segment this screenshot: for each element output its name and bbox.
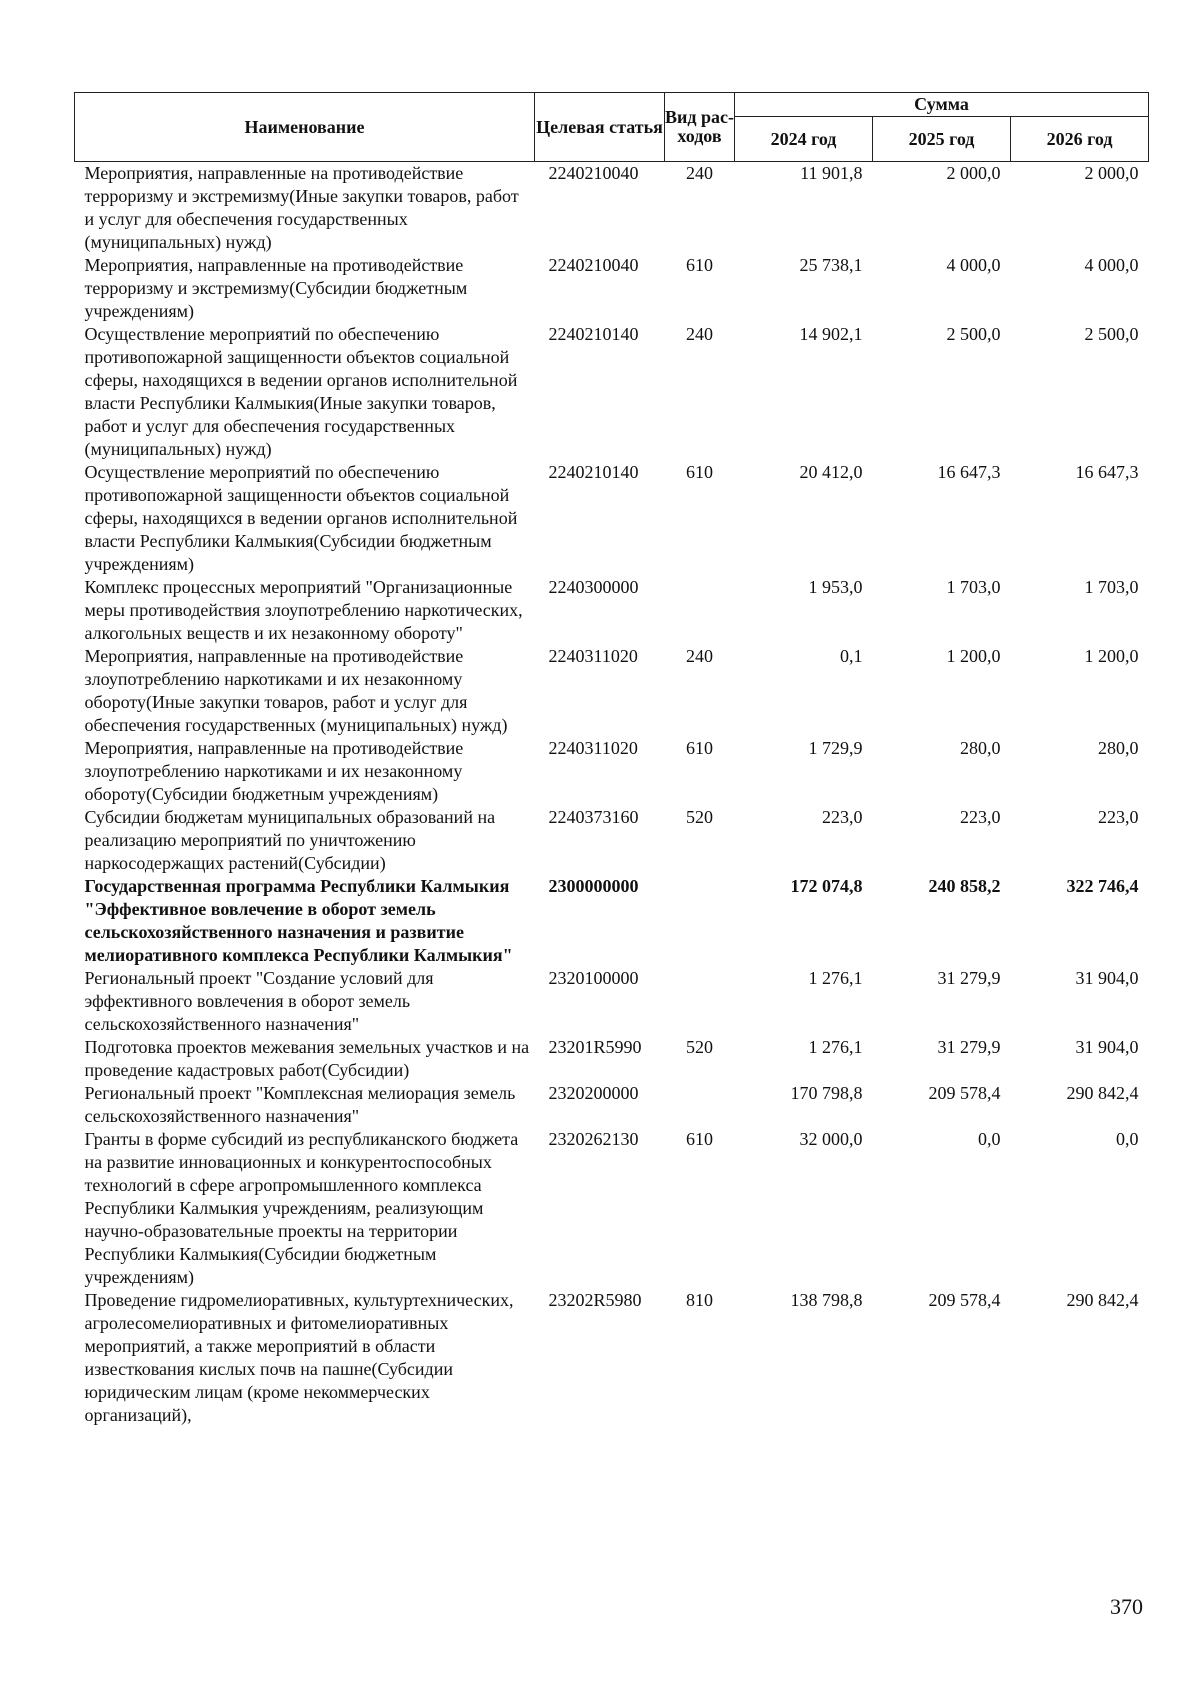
table-row: [75, 806, 1149, 875]
row-sum-2026: 322 746,4: [1066, 876, 1139, 896]
row-name: Мероприятия, направленные на противодействие терроризму и экстремизму(Субсидии бюджетным учреждениям): [84, 255, 468, 321]
row-expense-type: 520: [686, 807, 713, 827]
row-target-code: 2240210040: [548, 163, 639, 183]
row-name: Государственная программа Республики Калмыкия "Эффективное вовлечение в оборот земель сельскохозяйственного назначения и развитие мелиоративного комплекса Республики Калмыкия": [84, 876, 513, 965]
row-sum-2024: 20 412,0: [799, 462, 863, 482]
table-row: [75, 461, 1149, 576]
row-sum-2025: 2 500,0: [946, 324, 1001, 344]
table-row: [75, 1289, 1149, 1427]
row-expense-type: [665, 875, 735, 967]
row-expense-type: [665, 1082, 735, 1128]
row-sum-2026: 4 000,0: [1084, 255, 1139, 275]
row-expense-type: 240: [686, 324, 713, 344]
page-number: 370: [1110, 1594, 1143, 1619]
row-expense-type: 610: [686, 255, 713, 275]
header-sum: Сумма: [735, 93, 1149, 117]
row-sum-2025: 280,0: [960, 738, 1001, 758]
row-sum-2026: 31 904,0: [1075, 1037, 1139, 1057]
row-name: Субсидии бюджетам муниципальных образований на реализацию мероприятий по уничтожению наркосодержащих растений(Субсидии): [84, 807, 496, 873]
row-sum-2026: 1 703,0: [1084, 577, 1139, 597]
row-name: Мероприятия, направленные на противодействие терроризму и экстремизму(Иные закупки товаров, работ и услуг для обеспечения государственных (муниципальных) нужд): [84, 163, 519, 252]
header-year-2025: 2025 год: [873, 117, 1011, 162]
row-expense-type: 240: [686, 163, 713, 183]
row-name: Подготовка проектов межевания земельных участков и на проведение кадастровых работ(Субсидии): [84, 1037, 530, 1080]
row-name: Мероприятия, направленные на противодействие злоупотреблению наркотиками и их незаконному обороту(Иные закупки товаров, работ и услуг для обеспечения государственных (муниципальных) нужд): [84, 646, 508, 735]
row-sum-2025: 1 703,0: [946, 577, 1001, 597]
table-body: [75, 162, 1149, 1428]
row-sum-2026: 290 842,4: [1066, 1083, 1139, 1103]
row-target-code: 2320200000: [548, 1083, 639, 1103]
table-row: [75, 1036, 1149, 1082]
table-row: [75, 967, 1149, 1036]
row-sum-2026: 0,0: [1116, 1129, 1139, 1149]
row-sum-2026: 16 647,3: [1075, 462, 1139, 482]
row-expense-type: 520: [686, 1037, 713, 1057]
row-sum-2024: 25 738,1: [799, 255, 863, 275]
row-sum-2025: 209 578,4: [928, 1083, 1001, 1103]
header-vid: Вид рас-ходов: [665, 93, 735, 162]
row-sum-2025: 1 200,0: [946, 646, 1001, 666]
row-name: Проведение гидромелиоративных, культуртехнических, агролесомелиоративных и фитомелиоративных мероприятий, а также мероприятий в области известкования кислых почв на пашне(Субсидии юридическим лицам (кроме некоммерческих организаций),: [84, 1290, 514, 1425]
row-expense-type: [665, 576, 735, 645]
row-sum-2026: 290 842,4: [1066, 1290, 1139, 1310]
row-sum-2026: 31 904,0: [1075, 968, 1139, 988]
row-sum-2024: 1 729,9: [808, 738, 863, 758]
row-sum-2025: 223,0: [960, 807, 1001, 827]
table-row: [75, 737, 1149, 806]
row-target-code: 23201R5990: [548, 1037, 642, 1057]
row-sum-2024: 138 798,8: [790, 1290, 863, 1310]
row-sum-2024: 11 901,8: [800, 163, 863, 183]
row-target-code: 2240300000: [548, 577, 639, 597]
row-target-code: 2240311020: [548, 738, 638, 758]
row-sum-2025: 31 279,9: [937, 968, 1001, 988]
row-target-code: 2240373160: [548, 807, 639, 827]
row-target-code: 2240311020: [548, 646, 638, 666]
row-expense-type: 240: [686, 646, 713, 666]
row-sum-2024: 14 902,1: [799, 324, 863, 344]
row-sum-2025: 240 858,2: [928, 876, 1001, 896]
row-target-code: 2240210140: [548, 324, 639, 344]
row-target-code: 2240210140: [548, 462, 639, 482]
header-code: Целевая статья: [535, 93, 665, 162]
row-name: Региональный проект "Создание условий для эффективного вовлечения в оборот земель сельскохозяйственного назначения": [84, 968, 434, 1034]
row-expense-type: 610: [686, 1129, 713, 1149]
row-sum-2025: 4 000,0: [946, 255, 1001, 275]
row-sum-2024: 172 074,8: [790, 876, 863, 896]
row-expense-type: 610: [686, 462, 713, 482]
row-expense-type: [665, 967, 735, 1036]
table-row: [75, 875, 1149, 967]
table-row: [75, 254, 1149, 323]
row-sum-2026: 280,0: [1098, 738, 1139, 758]
row-sum-2025: 0,0: [978, 1129, 1001, 1149]
row-target-code: 2240210040: [548, 255, 639, 275]
row-expense-type: 810: [686, 1290, 713, 1310]
row-sum-2024: 1 953,0: [808, 577, 863, 597]
row-name: Осуществление мероприятий по обеспечению противопожарной защищенности объектов социальной сферы, находящихся в ведении органов исполнительной власти Республики Калмыкия(Иные закупки товаров, работ и услуг для обеспечения государственных (муниципальных) нужд): [84, 324, 518, 459]
row-sum-2024: 170 798,8: [790, 1083, 863, 1103]
row-sum-2024: 1 276,1: [808, 1037, 863, 1057]
row-sum-2025: 31 279,9: [937, 1037, 1001, 1057]
row-target-code: 23202R5980: [548, 1290, 642, 1310]
row-sum-2026: 2 000,0: [1084, 163, 1139, 183]
table-header: [75, 93, 1149, 162]
row-target-code: 2320100000: [548, 968, 639, 988]
row-sum-2024: 32 000,0: [799, 1129, 863, 1149]
table-row: [75, 576, 1149, 645]
row-name: Осуществление мероприятий по обеспечению противопожарной защищенности объектов социальной сферы, находящихся в ведении органов исполнительной власти Республики Калмыкия(Субсидии бюджетным учреждениям): [84, 462, 518, 574]
budget-table: [74, 92, 1149, 1427]
table-row: [75, 1082, 1149, 1128]
row-sum-2024: 223,0: [822, 807, 863, 827]
row-expense-type: 610: [686, 738, 713, 758]
row-name: Комплекс процессных мероприятий "Организационные меры противодействия злоупотреблению наркотических, алкогольных веществ и их незаконному обороту": [84, 577, 523, 643]
row-target-code: 2320262130: [548, 1129, 639, 1149]
table-row: [75, 323, 1149, 461]
header-name: Наименование: [75, 93, 535, 162]
header-year-2026: 2026 год: [1011, 117, 1149, 162]
row-sum-2025: 16 647,3: [937, 462, 1001, 482]
row-name: Мероприятия, направленные на противодействие злоупотреблению наркотиками и их незаконному обороту(Субсидии бюджетным учреждениям): [84, 738, 464, 804]
table-row: [75, 162, 1149, 255]
row-sum-2024: 0,1: [840, 646, 863, 666]
table-row: [75, 1128, 1149, 1289]
row-target-code: 2300000000: [548, 876, 639, 896]
header-year-2024: 2024 год: [735, 117, 873, 162]
row-sum-2024: 1 276,1: [808, 968, 863, 988]
row-sum-2026: 2 500,0: [1084, 324, 1139, 344]
row-sum-2025: 209 578,4: [928, 1290, 1001, 1310]
row-sum-2026: 223,0: [1098, 807, 1139, 827]
row-name: Региональный проект "Комплексная мелиорация земель сельскохозяйственного назначения": [84, 1083, 516, 1126]
row-sum-2025: 2 000,0: [946, 163, 1001, 183]
table-row: [75, 645, 1149, 737]
row-name: Гранты в форме субсидий из республиканского бюджета на развитие инновационных и конкурентоспособных технологий в сфере агропромышленного комплекса Республики Калмыкия учреждениям, реализующим научно-образовательные проекты на территории Республики Калмыкия(Субсидии бюджетным учреждениям): [84, 1129, 519, 1287]
row-sum-2026: 1 200,0: [1084, 646, 1139, 666]
